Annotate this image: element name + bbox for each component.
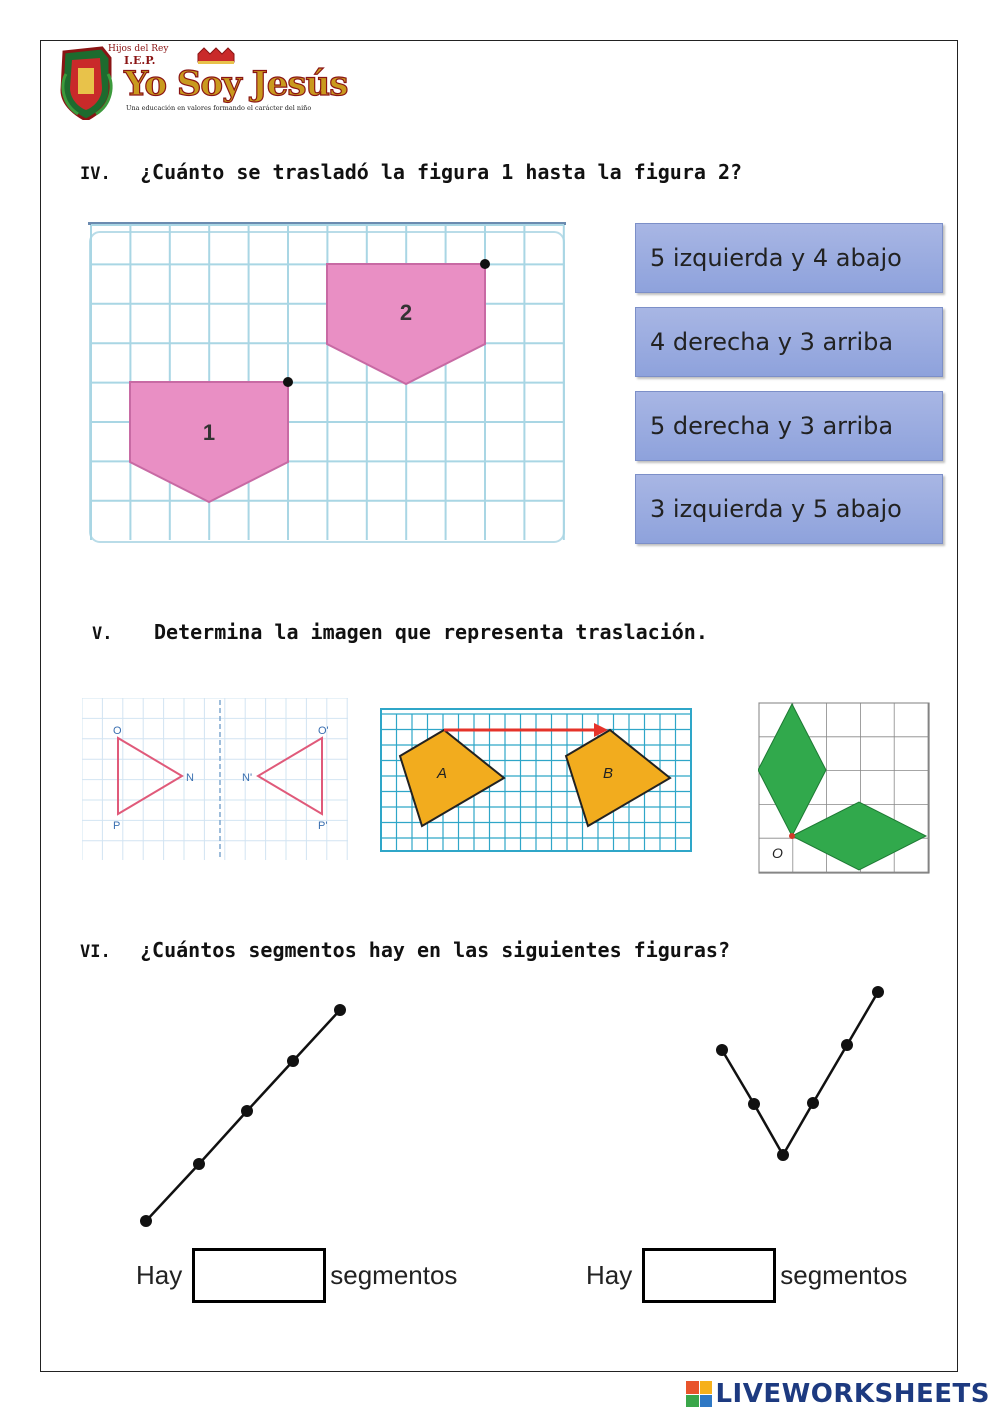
label-p-prime: P' [318, 820, 328, 832]
logo-iep: I.E.P. [124, 54, 156, 67]
question-number: VI. [80, 942, 111, 962]
label-a: A [436, 765, 448, 782]
option-2-button[interactable]: 4 derecha y 3 arriba [635, 307, 943, 377]
option-1-button[interactable]: 5 izquierda y 4 abajo [635, 223, 943, 293]
figure-2-label: 2 [399, 300, 413, 325]
question-number: IV. [80, 164, 111, 184]
label-o: O [772, 845, 783, 861]
image-option-rotation[interactable] [758, 702, 930, 874]
liveworksheets-logo[interactable] [686, 1379, 990, 1409]
logo-tagline: Una educación en valores formando el carácter del niño [126, 104, 312, 112]
label-n: N [186, 772, 194, 784]
segment-figure-line [130, 996, 360, 1232]
triangle-onp [118, 738, 182, 814]
segment-figure-v [706, 976, 896, 1166]
answer-prefix: Hay [136, 1260, 183, 1290]
question-iv [80, 160, 742, 184]
question-v [92, 620, 708, 644]
triangle-onp-prime [258, 738, 322, 814]
label-b: B [602, 765, 614, 782]
liveworksheets-icon [686, 1381, 712, 1407]
footer-brand: LIVEWORKSHEETS [715, 1379, 990, 1409]
question-text: ¿Cuántos segmentos hay en las siguientes figuras? [140, 938, 731, 962]
question-text: Determina la imagen que representa traslación. [154, 620, 708, 644]
option-4-button[interactable]: 3 izquierda y 5 abajo [635, 474, 943, 544]
image-option-translation[interactable] [380, 708, 692, 852]
translation-grid-figure [88, 222, 568, 546]
answer-input-2[interactable] [642, 1248, 776, 1303]
label-n-prime: N' [242, 772, 253, 784]
center-point [789, 833, 795, 839]
question-vi [80, 938, 730, 962]
logo-top-text: Hijos del Rey [108, 44, 169, 54]
option-3-button[interactable]: 5 derecha y 3 arriba [635, 391, 943, 461]
label-o-prime: O' [318, 725, 329, 737]
logo-title: Yo Soy Jesús [124, 64, 348, 104]
image-option-reflection[interactable] [82, 698, 348, 860]
figure-1-label: 1 [202, 420, 216, 445]
question-number: V. [92, 624, 113, 644]
answer-row-2 [586, 1248, 907, 1303]
label-p: P [113, 820, 121, 832]
answer-suffix: segmentos [330, 1260, 458, 1290]
answer-suffix: segmentos [780, 1260, 908, 1290]
label-o: O [113, 725, 122, 737]
figure-2-vertex-dot [480, 259, 490, 269]
answer-prefix: Hay [586, 1260, 633, 1290]
answer-row-1 [136, 1248, 457, 1303]
question-text: ¿Cuánto se trasladó la figura 1 hasta la figura 2? [140, 160, 743, 184]
answer-input-1[interactable] [192, 1248, 326, 1303]
figure-1-vertex-dot [283, 377, 293, 387]
